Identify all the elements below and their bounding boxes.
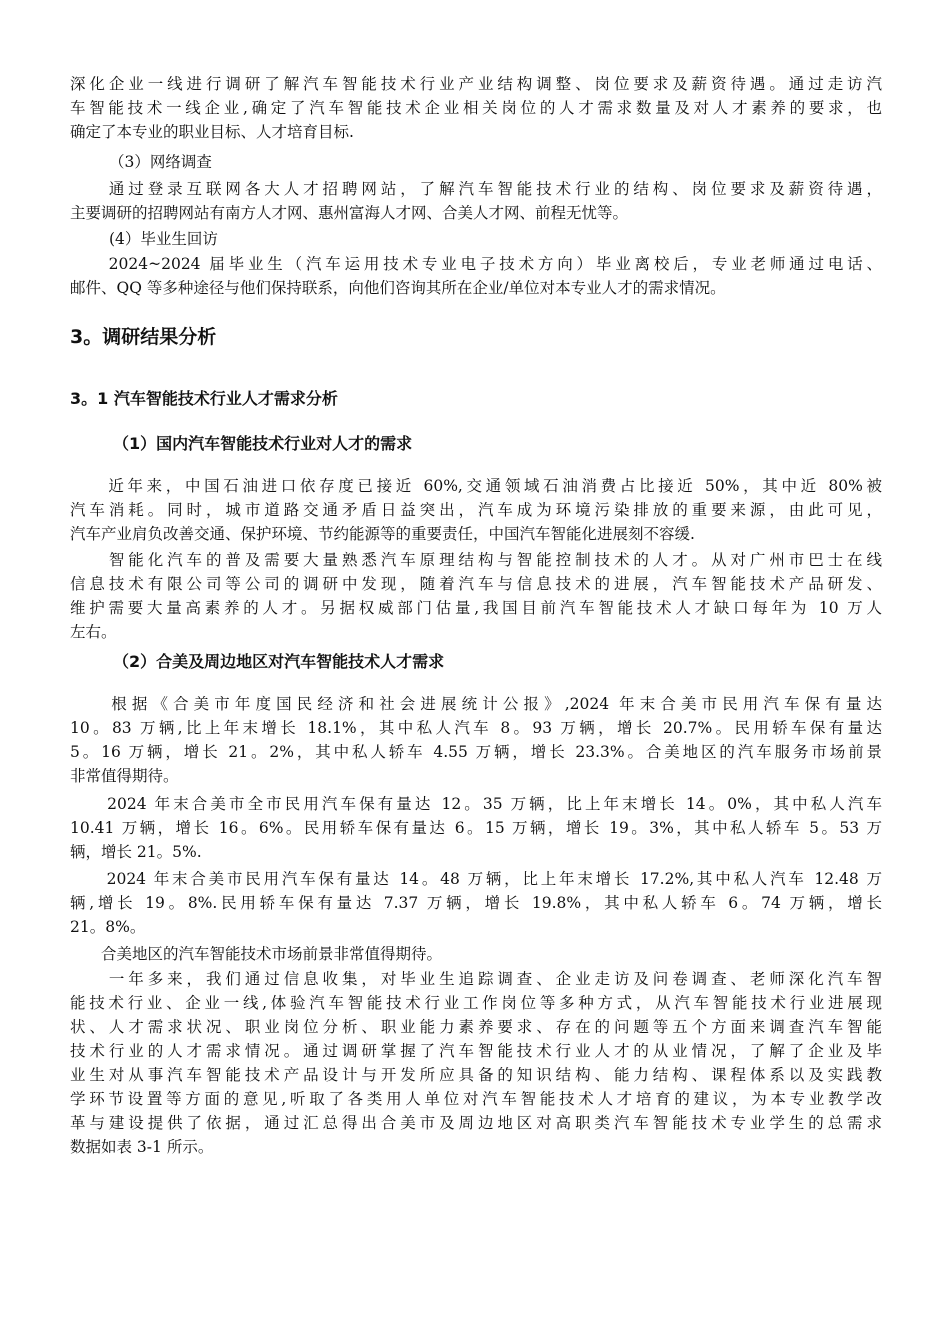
text-line: 汽车消耗。同时，城市道路交通矛盾日益突出，汽车成为环境污染排放的重要来源，由此可见， bbox=[70, 501, 882, 519]
paragraph-statistics-bulletin bbox=[70, 692, 882, 788]
subsection-heading-domestic: （1）国内汽车智能技术行业对人才的需求 bbox=[113, 434, 413, 453]
text-line: 数据如表 3-1 所示。 bbox=[70, 1138, 214, 1156]
subsection-heading-regional: （2）合美及周边地区对汽车智能技术人才需求 bbox=[113, 652, 445, 671]
text-line: 学环节设置等方面的意见,听取了各类用人单位对汽车智能技术人才培育的建议，为本专业教学改 bbox=[70, 1090, 882, 1108]
text-line: 能技术行业、企业一线,体验汽车智能技术行业工作岗位等多种方式，从汽车智能技术行业进展现 bbox=[70, 994, 882, 1012]
paragraph-talent-gap bbox=[70, 548, 882, 644]
section-heading-3-1: 3。1 汽车智能技术行业人才需求分析 bbox=[70, 389, 338, 408]
text-line: 通过登录互联网各大人才招聘网站，了解汽车智能技术行业的结构、岗位要求及薪资待遇， bbox=[70, 180, 882, 198]
text-line: 主要调研的招聘网站有南方人才网、惠州富海人才网、合美人才网、前程无忧等。 bbox=[70, 204, 629, 222]
text-line: 革与建设提供了依据，通过汇总得出合美市及周边地区对高职类汽车智能技术专业学生的总需求 bbox=[70, 1114, 882, 1132]
text-line: 21。8%。 bbox=[70, 918, 146, 936]
text-line: 近年来，中国石油进口依存度已接近 60%,交通领域石油消费占比接近 50%，其中近 80%被 bbox=[70, 477, 882, 495]
text-line: 维护需要大量高素养的人才。另据权威部门估量,我国目前汽车智能技术人才缺口每年为 10 万人 bbox=[70, 599, 882, 617]
text-line: 左右。 bbox=[70, 623, 117, 641]
text-line: 10。83 万辆,比上年末增长 18.1%，其中私人汽车 8。93 万辆，增长 20.7%。民用轿车保有量达 bbox=[70, 719, 882, 737]
paragraph-graduate-visit bbox=[70, 252, 882, 300]
text-line: 一年多来，我们通过信息收集，对毕业生追踪调查、企业走访及问卷调查、老师深化汽车智 bbox=[70, 970, 882, 988]
text-line: 2024 年末合美市全市民用汽车保有量达 12。35 万辆，比上年末增长 14。0%，其中私人汽车 bbox=[70, 795, 882, 813]
paragraph-oil-dependency bbox=[70, 474, 882, 546]
paragraph-enterprise-research bbox=[70, 72, 882, 144]
text-line: 状、人才需求状况、职业岗位分析、职业能力素养要求、存在的问题等五个方面来调查汽车智能 bbox=[70, 1018, 882, 1036]
text-line: 邮件、QQ 等多种途径与他们保持联系，向他们咨询其所在企业/单位对本专业人才的需求情况。 bbox=[70, 279, 726, 297]
text-line: 汽车产业肩负改善交通、保护环境、节约能源等的重要责任，中国汽车智能化进展刻不容缓. bbox=[70, 525, 695, 543]
paragraph-vehicle-stats-3 bbox=[70, 867, 882, 939]
subheading-network-survey: （3）网络调查 bbox=[109, 153, 212, 171]
text-line: 车智能技术一线企业,确定了汽车智能技术企业相关岗位的人才需求数量及对人才素养的要求，也 bbox=[70, 99, 882, 117]
text-line: 辆,增长 19。8%.民用轿车保有量达 7.37 万辆，增长 19.8%，其中私人轿车 6。74 万辆，增长 bbox=[70, 894, 882, 912]
paragraph-market-outlook bbox=[70, 942, 882, 966]
text-line: 技术行业的人才需求情况。通过调研掌握了汽车智能技术行业人才的从业情况，了解了企业及毕 bbox=[70, 1042, 882, 1060]
section-heading-3: 3。调研结果分析 bbox=[70, 326, 217, 348]
text-line: 业生对从事汽车智能技术产品设计与开发所应具备的知识结构、能力结构、课程体系以及实践教 bbox=[70, 1066, 882, 1084]
text-line: 深化企业一线进行调研了解汽车智能技术行业产业结构调整、岗位要求及薪资待遇。通过走访汽 bbox=[70, 75, 882, 93]
text-line: 非常值得期待。 bbox=[70, 767, 179, 785]
text-line: 2024 年末合美市民用汽车保有量达 14。48 万辆，比上年末增长 17.2%,其中私人汽车 12.48 万 bbox=[70, 870, 882, 888]
text-line: 5。16 万辆，增长 21。2%，其中私人轿车 4.55 万辆，增长 23.3%。合美地区的汽车服务市场前景 bbox=[70, 743, 882, 761]
text-line: 合美地区的汽车智能技术市场前景非常值得期待。 bbox=[70, 945, 443, 963]
text-line: 智能化汽车的普及需要大量熟悉汽车原理结构与智能控制技术的人才。从对广州市巴士在线 bbox=[70, 551, 882, 569]
text-line: 根据《合美市年度国民经济和社会进展统计公报》,2024 年末合美市民用汽车保有量达 bbox=[70, 695, 882, 713]
subheading-graduate-visit: (4）毕业生回访 bbox=[109, 230, 218, 248]
paragraph-vehicle-stats-2 bbox=[70, 792, 882, 864]
text-line: 信息技术有限公司等公司的调研中发现，随着汽车与信息技术的进展，汽车智能技术产品研发、 bbox=[70, 575, 882, 593]
text-line: 2024~2024 届毕业生（汽车运用技术专业电子技术方向）毕业离校后，专业老师通过电话、 bbox=[70, 255, 882, 273]
paragraph-network-survey bbox=[70, 177, 882, 225]
text-line: 确定了本专业的职业目标、人才培育目标. bbox=[70, 123, 354, 141]
text-line: 辆，增长 21。5%. bbox=[70, 843, 202, 861]
paragraph-research-summary bbox=[70, 967, 882, 1159]
text-line: 10.41 万辆，增长 16。6%。民用轿车保有量达 6。15 万辆，增长 19。3%，其中私人轿车 5。53 万 bbox=[70, 819, 882, 837]
